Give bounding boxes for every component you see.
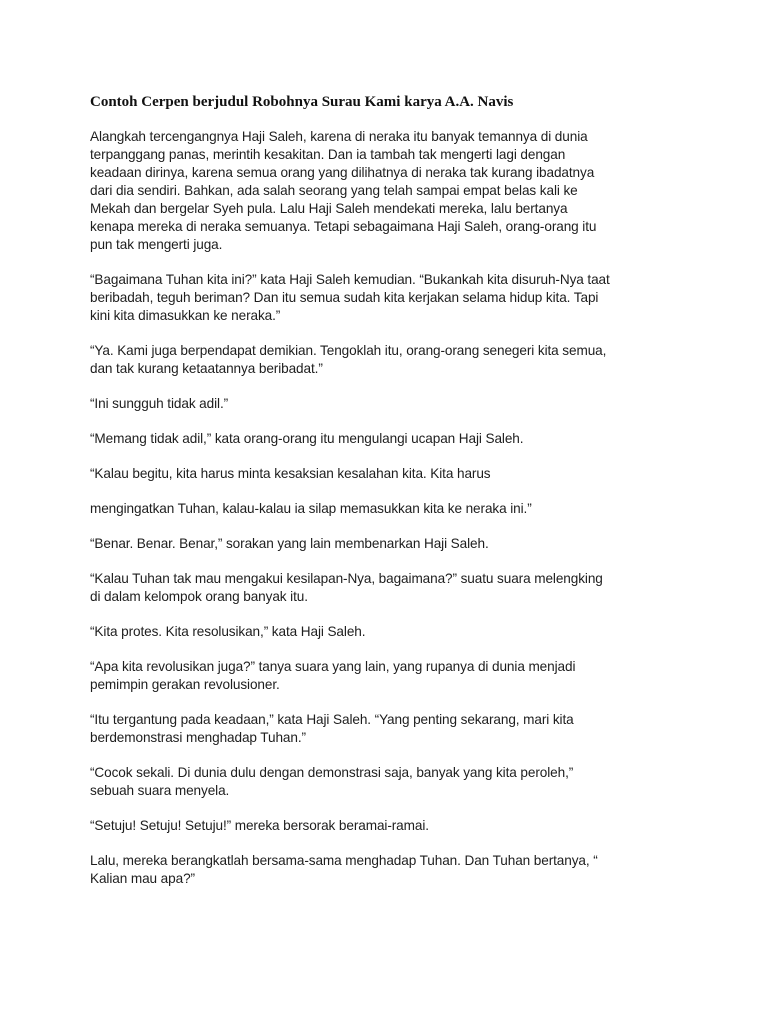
story-paragraph <box>90 395 690 413</box>
paragraph-line: pemimpin gerakan revolusioner. <box>90 677 280 692</box>
story-paragraph <box>90 430 690 448</box>
document-page <box>90 92 690 905</box>
paragraph-line: keadaan dirinya, karena semua orang yang dilihatnya di neraka tak kurang ibadatnya <box>90 165 595 180</box>
paragraph-line: dari dia sendiri. Bahkan, ada salah seorang yang telah sampai empat belas kali ke <box>90 183 578 198</box>
paragraph-line: Alangkah tercengangnya Haji Saleh, karena di neraka itu banyak temannya di dunia <box>90 129 588 144</box>
paragraph-line: “Kita protes. Kita resolusikan,” kata Haji Saleh. <box>90 624 366 639</box>
paragraph-line: Kalian mau apa?” <box>90 871 195 886</box>
story-paragraph <box>90 623 690 641</box>
paragraph-line: pun tak mengerti juga. <box>90 237 223 252</box>
story-paragraph <box>90 342 690 378</box>
story-paragraph <box>90 535 690 553</box>
paragraph-line: kenapa mereka di neraka semuanya. Tetapi sebagaimana Haji Saleh, orang-orang itu <box>90 219 597 234</box>
paragraph-line: “Apa kita revolusikan juga?” tanya suara yang lain, yang rupanya di dunia menjadi <box>90 659 576 674</box>
story-paragraph <box>90 465 690 483</box>
story-paragraph <box>90 500 690 518</box>
paragraph-line: beribadah, teguh beriman? Dan itu semua sudah kita kerjakan selama hidup kita. Tapi <box>90 290 599 305</box>
paragraph-line: mengingatkan Tuhan, kalau-kalau ia silap memasukkan kita ke neraka ini.” <box>90 501 532 516</box>
paragraph-line: “Ya. Kami juga berpendapat demikian. Tengoklah itu, orang-orang senegeri kita semua, <box>90 343 607 358</box>
document-title: Contoh Cerpen berjudul Robohnya Surau Kami karya A.A. Navis <box>90 94 514 110</box>
paragraph-line: “Kalau Tuhan tak mau mengakui kesilapan-Nya, bagaimana?” suatu suara melengking <box>90 571 603 586</box>
paragraph-line: terpanggang panas, merintih kesakitan. Dan ia tambah tak mengerti lagi dengan <box>90 147 566 162</box>
paragraph-line: “Memang tidak adil,” kata orang-orang itu mengulangi ucapan Haji Saleh. <box>90 431 524 446</box>
paragraph-line: “Cocok sekali. Di dunia dulu dengan demonstrasi saja, banyak yang kita peroleh,” <box>90 765 574 780</box>
story-paragraph <box>90 128 690 254</box>
paragraph-line: sebuah suara menyela. <box>90 783 230 798</box>
paragraph-line: di dalam kelompok orang banyak itu. <box>90 589 308 604</box>
story-paragraph <box>90 852 690 888</box>
paragraph-line: “Benar. Benar. Benar,” sorakan yang lain membenarkan Haji Saleh. <box>90 536 489 551</box>
paragraph-line: “Bagaimana Tuhan kita ini?” kata Haji Saleh kemudian. “Bukankah kita disuruh-Nya taat <box>90 272 610 287</box>
story-paragraph <box>90 817 690 835</box>
paragraph-line: dan tak kurang ketaatannya beribadat.” <box>90 361 323 376</box>
story-paragraph <box>90 570 690 606</box>
story-paragraph <box>90 764 690 800</box>
paragraph-line: Mekah dan bergelar Syeh pula. Lalu Haji Saleh mendekati mereka, lalu bertanya <box>90 201 568 216</box>
story-paragraph <box>90 271 690 325</box>
paragraph-line: kini kita dimasukkan ke neraka.” <box>90 308 281 323</box>
story-paragraph <box>90 658 690 694</box>
paragraph-line: “Itu tergantung pada keadaan,” kata Haji Saleh. “Yang penting sekarang, mari kita <box>90 712 574 727</box>
paragraph-line: berdemonstrasi menghadap Tuhan.” <box>90 730 306 745</box>
paragraph-line: Lalu, mereka berangkatlah bersama-sama menghadap Tuhan. Dan Tuhan bertanya, “ <box>90 853 598 868</box>
paragraph-line: “Kalau begitu, kita harus minta kesaksian kesalahan kita. Kita harus <box>90 466 491 481</box>
paragraph-line: “Ini sungguh tidak adil.” <box>90 396 229 411</box>
paragraph-line: “Setuju! Setuju! Setuju!” mereka bersorak beramai-ramai. <box>90 818 429 833</box>
document-body <box>90 128 690 888</box>
story-paragraph <box>90 711 690 747</box>
